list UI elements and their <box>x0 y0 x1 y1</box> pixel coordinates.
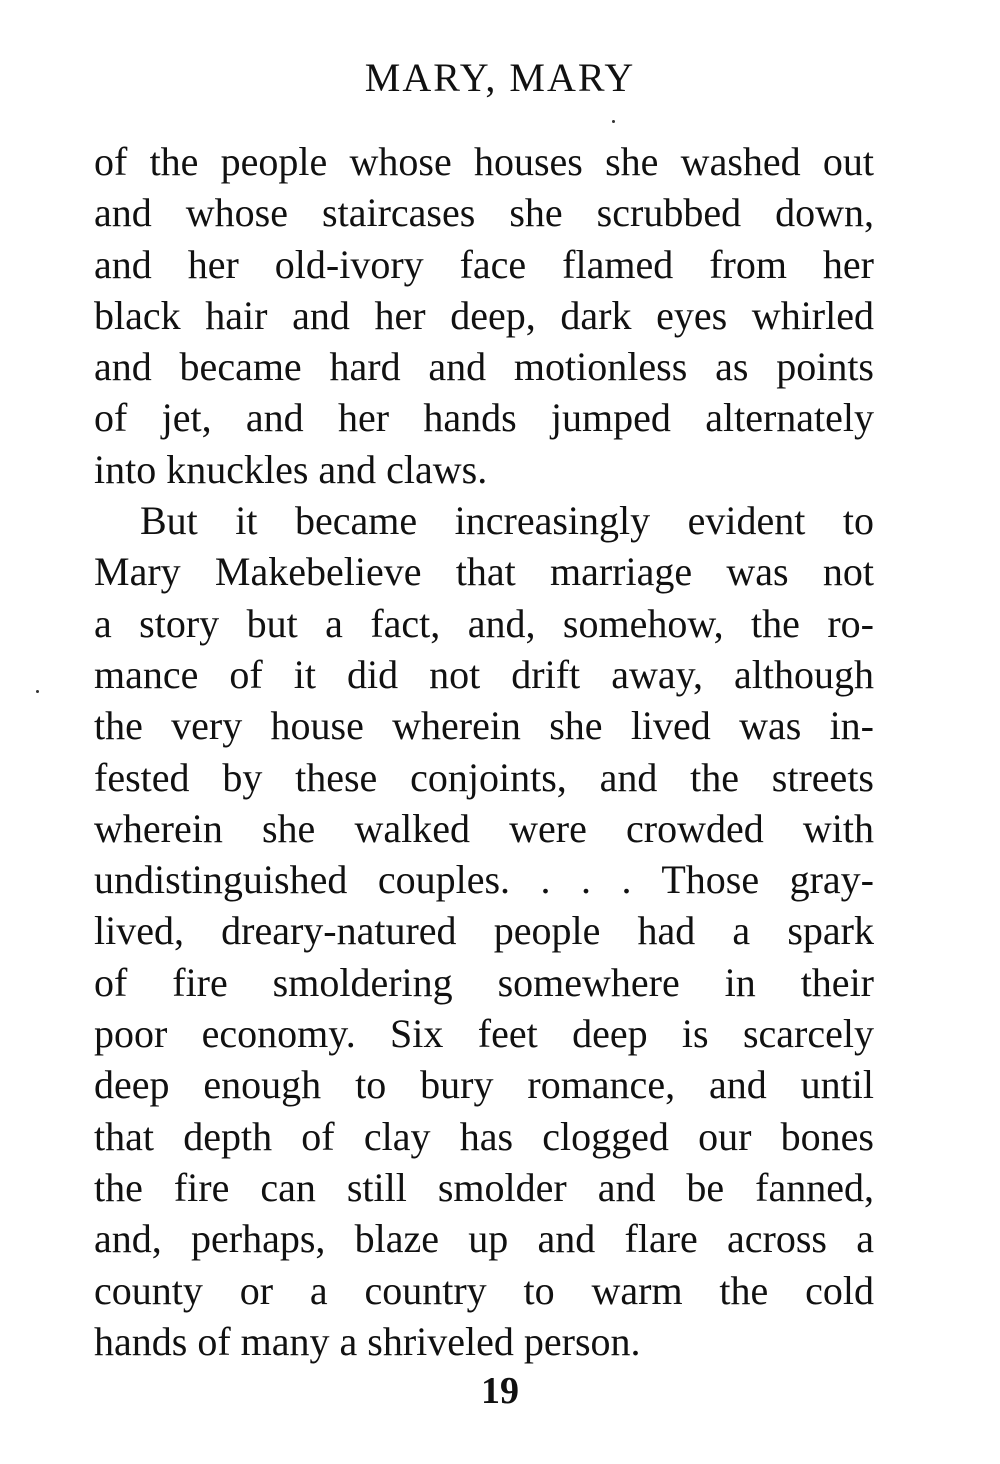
text-line: county or a country to warm the cold <box>94 1267 874 1313</box>
text-line: undistinguished couples. . . . Those gray- <box>94 857 874 903</box>
text-line: a story but a fact, and, somehow, the ro- <box>94 600 874 646</box>
text-line: fested by these conjoints, and the streets <box>94 754 874 800</box>
text-line: deep enough to bury romance, and until <box>94 1062 874 1108</box>
text-line: into knuckles and claws. <box>94 446 488 492</box>
text-line: the very house wherein she lived was in- <box>94 703 874 749</box>
text-line: that depth of clay has clogged our bones <box>94 1113 874 1159</box>
text-line: mance of it did not drift away, although <box>94 651 874 697</box>
text-line: lived, dreary-natured people had a spark <box>94 908 874 954</box>
text-line: hands of many a shriveled person. <box>94 1318 641 1364</box>
text-line: poor economy. Six feet deep is scarcely <box>94 1011 874 1057</box>
text-line: wherein she walked were crowded with <box>94 805 874 851</box>
text-line: and, perhaps, blaze up and flare across a <box>94 1216 874 1262</box>
text-line: But it became increasingly evident to <box>140 498 874 544</box>
page-number: 19 <box>481 1370 519 1412</box>
text-line: of fire smoldering somewhere in their <box>94 959 874 1005</box>
running-head: MARY, MARY <box>364 55 636 100</box>
text-line: and became hard and motionless as points <box>94 344 874 390</box>
text-line: of jet, and her hands jumped alternately <box>94 395 874 441</box>
text-line: black hair and her deep, dark eyes whirled <box>94 292 874 338</box>
print-speck <box>36 690 39 693</box>
text-line: the fire can still smolder and be fanned, <box>94 1164 874 1210</box>
text-line: of the people whose houses she washed out <box>94 139 874 184</box>
print-speck <box>612 120 615 123</box>
text-line: Mary Makebelieve that marriage was not <box>94 549 874 595</box>
text-line: and her old-ivory face flamed from her <box>94 241 874 287</box>
body-text <box>94 136 874 1367</box>
text-line: and whose staircases she scrubbed down, <box>94 190 874 236</box>
